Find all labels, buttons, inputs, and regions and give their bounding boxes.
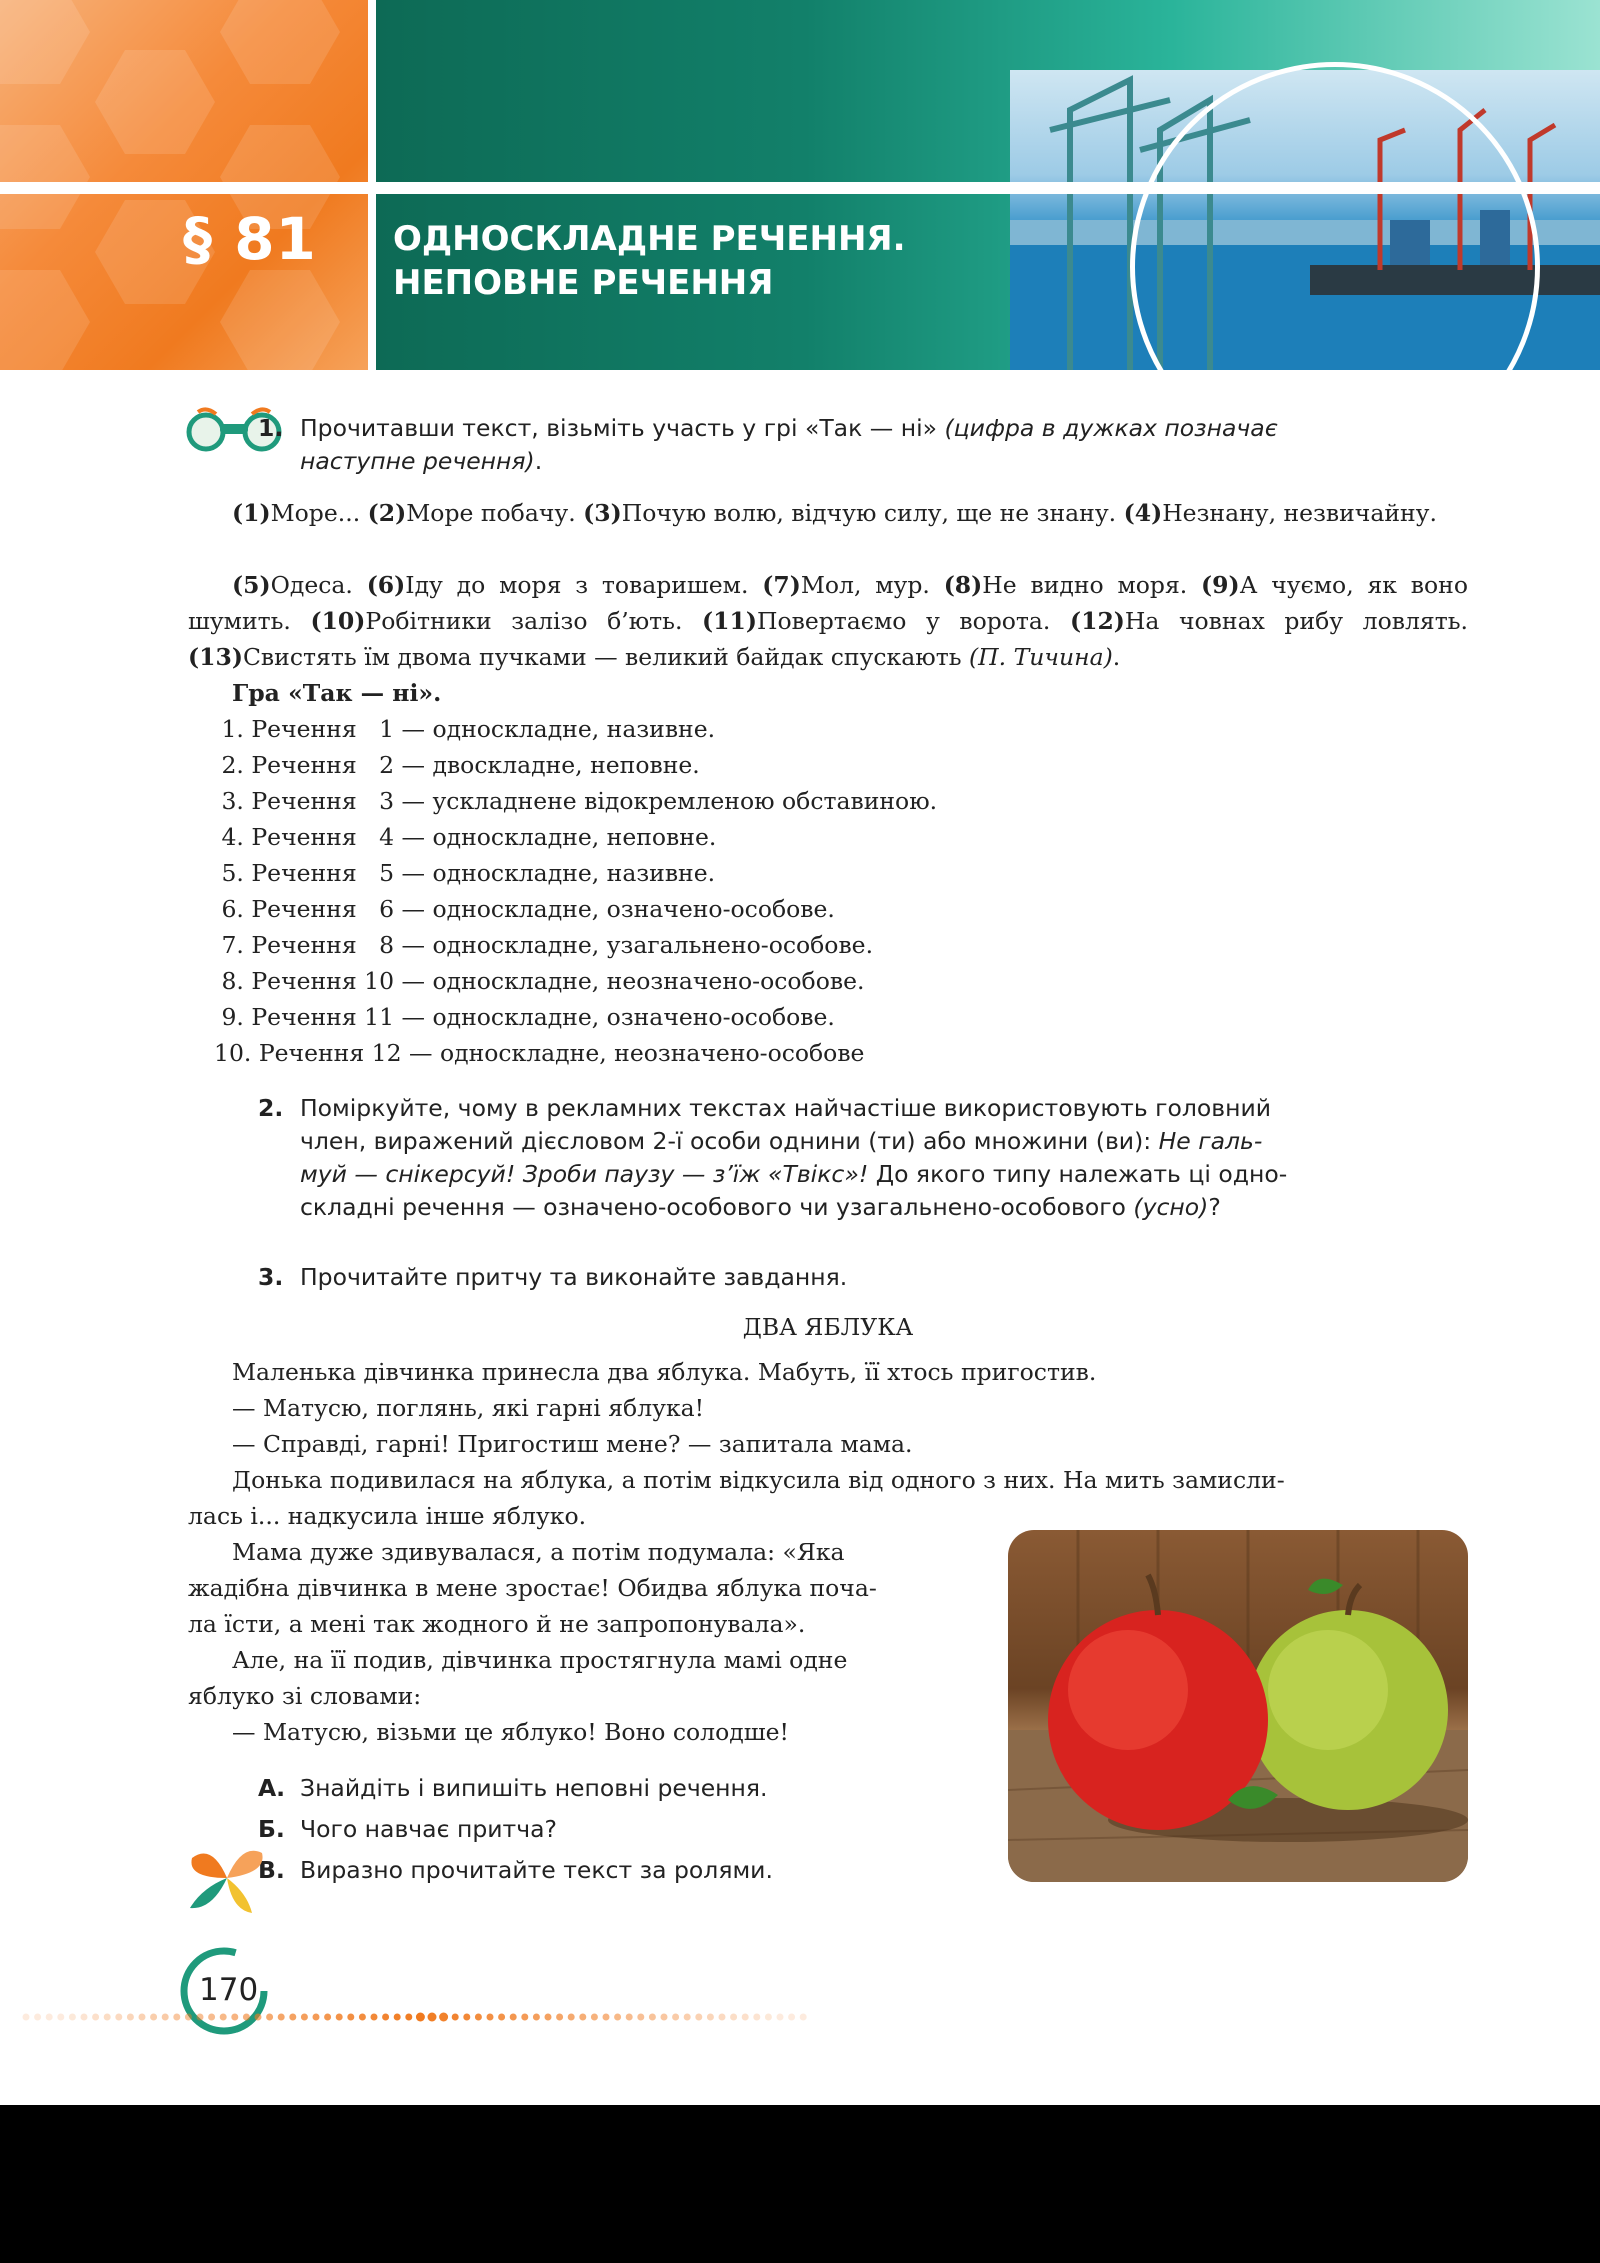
decorative-dot bbox=[475, 2014, 482, 2021]
decorative-dot bbox=[428, 2013, 437, 2022]
decorative-dot bbox=[614, 2014, 621, 2021]
decorative-dot bbox=[278, 2014, 285, 2021]
decorative-dot bbox=[579, 2014, 586, 2021]
game-list-item: 2. Речення 2 — двоскладне, неповне. bbox=[214, 751, 700, 779]
subtasks bbox=[258, 1772, 773, 1895]
game-list bbox=[214, 675, 937, 1071]
header-white-divider bbox=[368, 0, 376, 370]
decorative-dot bbox=[289, 2014, 296, 2021]
section-number: § 81 bbox=[183, 205, 317, 273]
sentence-text: Одеса. bbox=[270, 571, 367, 599]
decorative-dot bbox=[81, 2014, 88, 2021]
two-apples-photo bbox=[1008, 1530, 1468, 1882]
sentence-text: Повертаємо у ворота. bbox=[756, 607, 1070, 635]
sentence-text: Море... bbox=[270, 499, 368, 527]
story-p1: Маленька дівчинка принесла два яблука. Мабуть, її хтось пригостив. bbox=[232, 1358, 1097, 1386]
task-2-number: 2. bbox=[258, 1094, 284, 1122]
decorative-dot bbox=[649, 2014, 656, 2021]
decorative-dot bbox=[324, 2014, 331, 2021]
decorative-dot bbox=[104, 2014, 111, 2021]
game-list-item: 7. Речення 8 — односкладне, узагальнено-особове. bbox=[214, 931, 874, 959]
decorative-dot bbox=[208, 2014, 215, 2021]
decorative-dot bbox=[498, 2014, 505, 2021]
decorative-dot bbox=[730, 2014, 737, 2021]
game-list-item: 9. Речення 11 — односкладне, означено-особове. bbox=[214, 1003, 835, 1031]
decorative-dot bbox=[266, 2014, 273, 2021]
sentence-number: (13) bbox=[188, 643, 243, 671]
decorative-dot bbox=[359, 2014, 366, 2021]
task-3-text: Прочитайте притчу та виконайте завдання. bbox=[300, 1263, 848, 1291]
subtask-text: Знайдіть і випишіть неповні речення. bbox=[300, 1774, 768, 1802]
decorative-dot bbox=[231, 2014, 238, 2021]
decorative-dot bbox=[336, 2014, 343, 2021]
decorative-dot bbox=[695, 2014, 702, 2021]
decorative-dot bbox=[394, 2014, 401, 2021]
subtask-item bbox=[258, 1772, 773, 1813]
subtask-item bbox=[258, 1854, 773, 1895]
decorative-dot bbox=[405, 2014, 412, 2021]
sentence-text: Свистять їм двома пучками — великий байдак спускають bbox=[242, 643, 969, 671]
decorative-dots bbox=[20, 2011, 820, 2023]
decorative-dot bbox=[92, 2014, 99, 2021]
sentence-number: (2) bbox=[367, 499, 407, 527]
decorative-dot bbox=[255, 2014, 262, 2021]
decorative-dot bbox=[777, 2014, 784, 2021]
sentence-number: (3) bbox=[583, 499, 622, 527]
task-3-number: 3. bbox=[258, 1263, 284, 1291]
decorative-dot bbox=[34, 2014, 41, 2021]
sentence-number: (12) bbox=[1069, 607, 1125, 635]
decorative-dot bbox=[672, 2014, 679, 2021]
decorative-dot bbox=[684, 2014, 691, 2021]
sentence-number: (4) bbox=[1123, 499, 1163, 527]
decorative-dot bbox=[115, 2014, 122, 2021]
decorative-dot bbox=[347, 2014, 354, 2021]
text-paragraph-2: (5)Одеса. (6)Іду до моря з товаришем. (7)Мол, мур. (8)Не видно моря. (9)А чуємо, як воно шумить. (10)Робітники залізо б’ють. (11)Повертаємо у ворота. (12)На човнах рибу ловлять. (13)Свистять їм двома пучками — великий байдак спускають (П. Тичина). bbox=[188, 571, 1468, 671]
sentence-number: (8) bbox=[943, 571, 983, 599]
decorative-dot bbox=[371, 2014, 378, 2021]
sentence-text: Не видно моря. bbox=[982, 571, 1202, 599]
sentence-text: Море побачу. bbox=[406, 499, 584, 527]
sentence-text: Іду до моря з товаришем. bbox=[405, 571, 763, 599]
story-p5: Мама дуже здивувалася, а потім подумала: «Яка жадібна дівчинка в мене зростає! Обидва яблука поча- ла їсти, а мені так жодного й не запропонувала». bbox=[188, 1538, 877, 1638]
sentence-text: Незнану, незвичайну. bbox=[1162, 499, 1437, 527]
subtask-text: Чого навчає притча? bbox=[300, 1815, 557, 1843]
game-list-item: 5. Речення 5 — односкладне, називне. bbox=[214, 859, 716, 887]
decorative-dot bbox=[603, 2014, 610, 2021]
decorative-dot bbox=[545, 2014, 552, 2021]
task-1: 1. Прочитавши текст, візьміть участь у грі «Так — ні» (цифра в дужках позначає наступне речення). bbox=[258, 414, 1278, 475]
decorative-dot bbox=[637, 2014, 644, 2021]
decorative-dot bbox=[591, 2014, 598, 2021]
decorative-dot bbox=[788, 2014, 795, 2021]
decorative-dot bbox=[452, 2014, 459, 2021]
game-list-item: 6. Речення 6 — односкладне, означено-особове. bbox=[214, 895, 835, 923]
decorative-dot bbox=[382, 2014, 389, 2021]
story-p7: — Матусю, візьми це яблуко! Воно солодше! bbox=[232, 1718, 789, 1746]
decorative-dot bbox=[185, 2014, 192, 2021]
decorative-dot bbox=[162, 2014, 169, 2021]
decorative-dot bbox=[416, 2013, 425, 2022]
decorative-dot bbox=[800, 2014, 807, 2021]
game-list-item: 8. Речення 10 — односкладне, неозначено-особове. bbox=[214, 967, 865, 995]
decorative-dot bbox=[568, 2014, 575, 2021]
sentence-number: (5) bbox=[232, 571, 271, 599]
decorative-dot bbox=[23, 2014, 30, 2021]
decorative-dot bbox=[197, 2014, 204, 2021]
task-1-text: Прочитавши текст, візьміть участь у грі «Так — ні» bbox=[300, 414, 937, 442]
decorative-dot bbox=[707, 2014, 714, 2021]
sentence-number: (6) bbox=[366, 571, 406, 599]
subtask-text: Виразно прочитайте текст за ролями. bbox=[300, 1856, 773, 1884]
decorative-dot bbox=[46, 2014, 53, 2021]
decorative-dot bbox=[510, 2014, 517, 2021]
decorative-dot bbox=[626, 2014, 633, 2021]
decorative-dot bbox=[57, 2014, 64, 2021]
game-list-item: 4. Речення 4 — односкладне, неповне. bbox=[214, 823, 717, 851]
story-p2: — Матусю, поглянь, які гарні яблука! bbox=[232, 1394, 705, 1422]
decorative-dot bbox=[753, 2014, 760, 2021]
decorative-dot bbox=[301, 2014, 308, 2021]
task-2: 2. Поміркуйте, чому в рекламних текстах найчастіше використовують головний член, виражений дієсловом 2-ї особи однини (ти) або множини (ви): Не галь- муй — снікерсуй! Зроби паузу — з’їж «Твікс»! До якого типу належать ці одно- складні речення — означено-особового чи узагальнено-особового (усно)? bbox=[258, 1094, 1288, 1221]
sentence-text: А чуємо, як воно шумить. bbox=[188, 571, 1468, 635]
sentence-text: На човнах рибу ловлять. bbox=[1124, 607, 1468, 635]
decorative-dot bbox=[150, 2014, 157, 2021]
task-1-note: (цифра в дужках позначає bbox=[944, 414, 1278, 442]
decorative-dot bbox=[463, 2014, 470, 2021]
subtask-item bbox=[258, 1813, 773, 1854]
decorative-dot bbox=[127, 2014, 134, 2021]
sentence-number: (7) bbox=[762, 571, 801, 599]
sentence-text: Робітники залізо б’ють. bbox=[365, 607, 702, 635]
text-paragraph-1 bbox=[188, 495, 1468, 531]
decorative-dot bbox=[173, 2014, 180, 2021]
decorative-dot bbox=[533, 2014, 540, 2021]
subtask-letter: В. bbox=[258, 1856, 285, 1884]
decorative-dot bbox=[661, 2014, 668, 2021]
game-list-item: 10. Речення 12 — односкладне, неозначено-особове bbox=[214, 1039, 865, 1067]
author: (П. Тичина) bbox=[968, 643, 1113, 671]
story-p4: Донька подивилася на яблука, а потім відкусила від одного з них. На мить замисли- лась і... надкусила інше яблуко. bbox=[188, 1466, 1285, 1530]
decorative-dot bbox=[139, 2014, 146, 2021]
story-p6: Але, на її подив, дівчинка простягнула мамі одне яблуко зі словами: bbox=[188, 1646, 848, 1710]
task-1-number: 1. bbox=[258, 414, 284, 442]
decorative-dot bbox=[556, 2014, 563, 2021]
sentence-number: (9) bbox=[1201, 571, 1240, 599]
sentence-number: (11) bbox=[702, 607, 757, 635]
decorative-dot bbox=[69, 2014, 76, 2021]
decorative-dot bbox=[243, 2014, 250, 2021]
decorative-dot bbox=[313, 2014, 320, 2021]
task-1-note-cont: наступне речення) bbox=[300, 447, 535, 475]
story-title: ДВА ЯБЛУКА bbox=[742, 1313, 914, 1341]
sentence-text: Мол, мур. bbox=[800, 571, 944, 599]
sentence-number: (10) bbox=[310, 607, 366, 635]
section-title bbox=[393, 217, 906, 305]
subtask-letter: А. bbox=[258, 1774, 286, 1802]
sentence-text: Почую волю, відчую силу, ще не знану. bbox=[621, 499, 1124, 527]
task-3 bbox=[258, 1261, 848, 1294]
game-list-item: 3. Речення 3 — ускладнене відокремленою обставиною. bbox=[214, 787, 938, 815]
header-white-stripe bbox=[0, 182, 1600, 194]
game-title: Гра «Так — ні». bbox=[232, 679, 442, 707]
photo-circle-frame bbox=[1130, 62, 1540, 472]
game-list-item: 1. Речення 1 — односкладне, називне. bbox=[214, 715, 716, 743]
butterfly-icon bbox=[182, 1838, 272, 1918]
decorative-dot bbox=[220, 2014, 227, 2021]
section-title-line2: НЕПОВНЕ РЕЧЕННЯ bbox=[393, 263, 774, 303]
decorative-dot bbox=[439, 2013, 448, 2022]
decorative-dot bbox=[487, 2014, 494, 2021]
sentence-number: (1) bbox=[232, 499, 271, 527]
decorative-dot bbox=[521, 2014, 528, 2021]
subtask-letter: Б. bbox=[258, 1815, 285, 1843]
decorative-dot bbox=[765, 2014, 772, 2021]
decorative-dot bbox=[742, 2014, 749, 2021]
section-title-line1: ОДНОСКЛАДНЕ РЕЧЕННЯ. bbox=[393, 219, 906, 259]
decorative-dot bbox=[719, 2014, 726, 2021]
page-number: 170 bbox=[199, 1972, 259, 2008]
story-p3: — Справді, гарні! Пригостиш мене? — запитала мама. bbox=[232, 1430, 913, 1458]
